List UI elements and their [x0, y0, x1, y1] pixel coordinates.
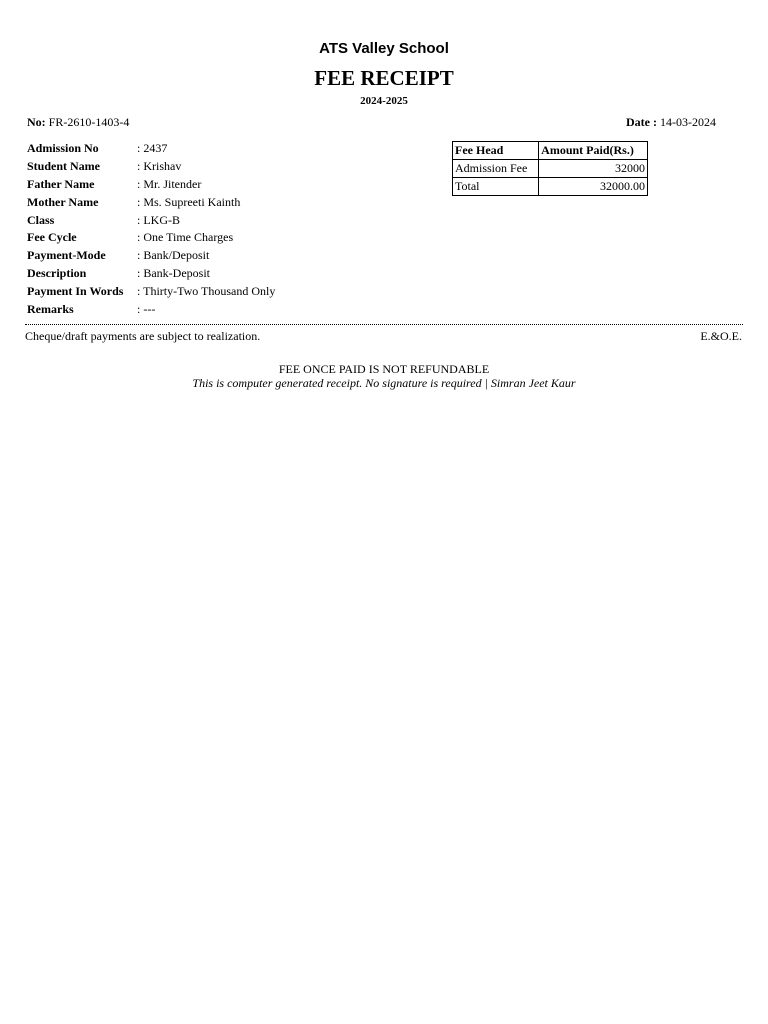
receipt-number-value: FR-2610-1403-4 [48, 115, 130, 129]
student-details [27, 141, 275, 320]
detail-row-admission-no [27, 141, 275, 159]
detail-value: : Thirty-Two Thousand Only [137, 284, 276, 299]
receipt-date-value: 14-03-2024 [660, 115, 716, 129]
detail-label: Payment-Mode [27, 248, 106, 263]
fee-table-total-row [453, 178, 648, 196]
detail-value: : 2437 [137, 141, 168, 155]
detail-label: Fee Cycle [27, 230, 77, 245]
detail-value: : Bank-Deposit [137, 266, 210, 281]
receipt-number-label: No: [27, 115, 46, 129]
detail-value: : Ms. Supreeti Kainth [137, 194, 241, 209]
detail-value: : Krishav [137, 158, 182, 173]
detail-label: Remarks [27, 302, 74, 317]
detail-value: : One Time Charges [137, 230, 234, 245]
detail-value: : LKG-B [137, 212, 180, 227]
detail-row-fee-cycle [27, 230, 275, 248]
detail-value: : Bank/Deposit [137, 248, 210, 263]
detail-row-class [27, 213, 275, 231]
amount-cell: 32000 [539, 160, 648, 178]
fee-table-header [453, 142, 648, 160]
detail-row-father-name [27, 177, 275, 195]
detail-label: Admission No [27, 141, 99, 155]
detail-label: Class [27, 212, 55, 227]
detail-row-mother-name [27, 195, 275, 213]
total-amount: 32000.00 [539, 178, 648, 196]
receipt-date [626, 115, 716, 130]
detail-row-description [27, 266, 275, 284]
amount-paid-header: Amount Paid(Rs.) [539, 142, 648, 160]
detail-value: : Mr. Jitender [137, 176, 202, 191]
detail-label: Father Name [27, 176, 95, 191]
total-label: Total [453, 178, 539, 196]
computer-generated-footer: This is computer generated receipt. No signature is required | Simran Jeet Kaur [192, 376, 576, 390]
detail-label: Description [27, 266, 87, 281]
school-name: ATS Valley School [319, 40, 449, 57]
detail-label: Payment In Words [27, 284, 124, 299]
fee-head-header: Fee Head [453, 142, 539, 160]
receipt-title: FEE RECEIPT [314, 66, 454, 90]
receipt-date-label: Date : [626, 115, 657, 129]
fee-table [452, 141, 648, 196]
eoe-note: E.&O.E. [700, 329, 742, 343]
dotted-divider [25, 324, 743, 325]
detail-label: Student Name [27, 158, 101, 173]
academic-session: 2024-2025 [360, 95, 408, 107]
detail-row-remarks [27, 302, 275, 320]
detail-row-student-name [27, 159, 275, 177]
detail-value: : --- [137, 302, 156, 317]
detail-row-payment-mode [27, 248, 275, 266]
fee-head-cell: Admission Fee [453, 160, 539, 178]
non-refundable-notice: FEE ONCE PAID IS NOT REFUNDABLE [278, 362, 490, 376]
receipt-number [27, 115, 129, 130]
detail-row-payment-in-words [27, 284, 275, 302]
fee-table-row [453, 160, 648, 178]
detail-label: Mother Name [27, 194, 99, 209]
realization-note: Cheque/draft payments are subject to realization. [25, 329, 261, 343]
